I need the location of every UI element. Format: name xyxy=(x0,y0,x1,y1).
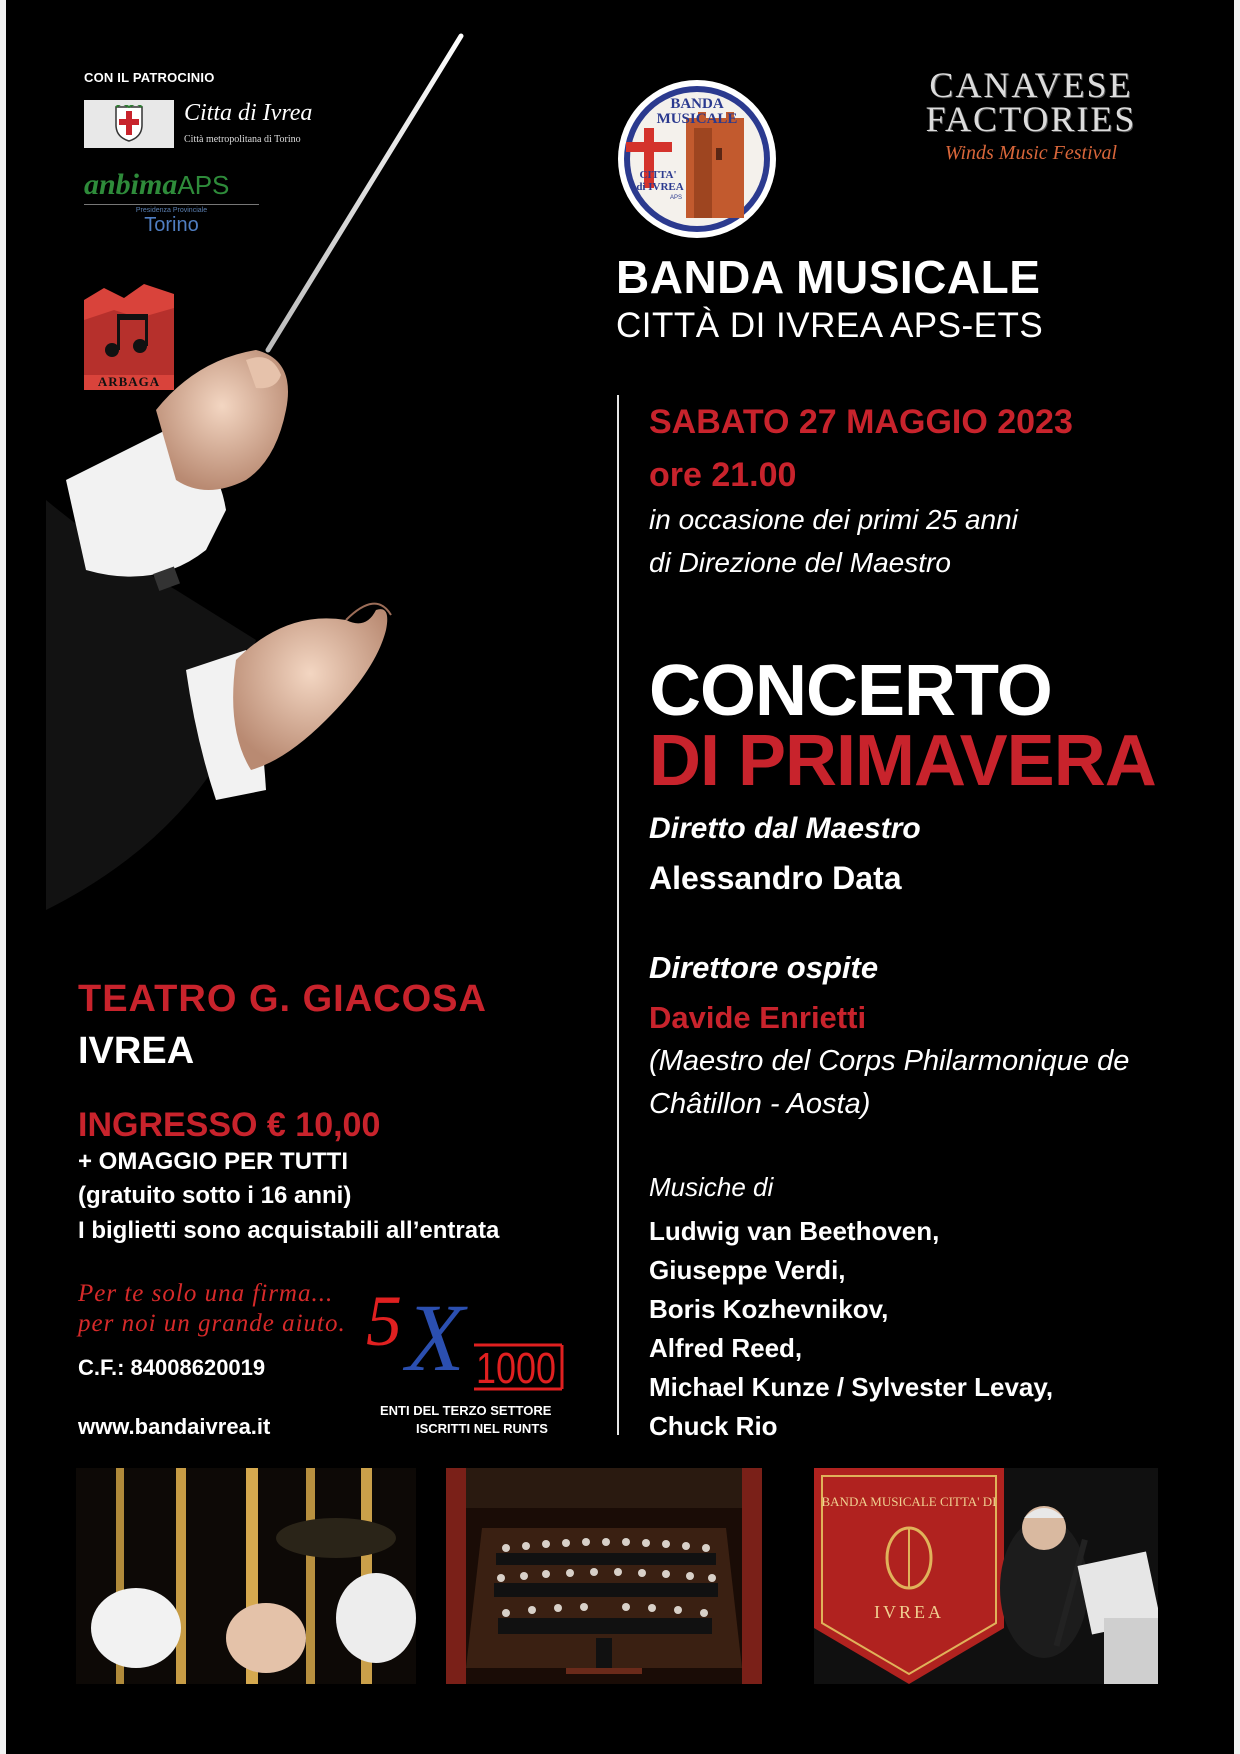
ticket-price: INGRESSO € 10,00 xyxy=(78,1106,381,1144)
website-link[interactable]: www.bandaivrea.it xyxy=(78,1414,271,1439)
composer-item: Ludwig van Beethoven, xyxy=(649,1216,940,1246)
canavese-tagline: Winds Music Festival xyxy=(944,142,1118,164)
five-per-thousand-logo xyxy=(366,1285,566,1395)
event-time: ore 21.00 xyxy=(649,456,797,494)
anbima-suffix: APS xyxy=(177,170,230,200)
composers-list xyxy=(649,1212,1053,1446)
ivrea-logo-subtitle: Città metropolitana di Torino xyxy=(184,134,301,145)
banda-logo-top-line1: BANDA xyxy=(670,96,724,112)
banda-logo-city-line1: CITTA' xyxy=(639,169,677,181)
conductor-hands-image xyxy=(46,30,606,930)
ticket-gift: + OMAGGIO PER TUTTI xyxy=(78,1148,349,1175)
arbaga-name: ARBAGA xyxy=(97,374,161,389)
music-by-label: Musiche di xyxy=(649,1172,774,1202)
concert-poster xyxy=(6,0,1234,1754)
banda-logo-top-line2: MUSICALE xyxy=(656,111,738,127)
guest-conductor-note-line2: Châtillon - Aosta) xyxy=(649,1088,871,1120)
banda-logo-aps: APS xyxy=(669,195,683,201)
column-divider xyxy=(617,395,619,1435)
composer-item: Boris Kozhevnikov, xyxy=(649,1294,889,1324)
patronage-label: CON IL PATROCINIO xyxy=(84,70,215,85)
guest-conductor-name: Davide Enrietti xyxy=(649,1000,867,1035)
composer-item: Giuseppe Verdi, xyxy=(649,1255,846,1285)
event-date: SABATO 27 MAGGIO 2023 xyxy=(649,403,1073,441)
banner-text-line1: BANDA MUSICALE CITTA' DI xyxy=(821,1494,997,1509)
five-per-thousand-number: 1000 xyxy=(476,1344,556,1393)
ticket-free-note: (gratuito sotto i 16 anni) xyxy=(78,1182,352,1209)
runts-line1: ENTI DEL TERZO SETTORE xyxy=(380,1403,552,1418)
canavese-factories-logo xyxy=(911,65,1151,165)
anbima-name: anbima xyxy=(84,168,178,201)
canavese-line2: FACTORIES xyxy=(925,99,1137,139)
conductor-label: Diretto dal Maestro xyxy=(649,812,921,845)
organization-subtitle: CITTÀ DI IVREA APS-ETS xyxy=(616,306,1044,345)
banner-text-line2: IVREA xyxy=(874,1602,944,1622)
event-title-line1: CONCERTO xyxy=(649,651,1052,731)
guest-conductor-note-line1: (Maestro del Corps Philarmonique de xyxy=(649,1045,1130,1077)
event-title-line2: DI PRIMAVERA xyxy=(649,721,1156,801)
composer-item: Michael Kunze / Sylvester Levay, xyxy=(649,1372,1054,1402)
ticket-purchase-note: I biglietti sono acquistabili all’entrata xyxy=(78,1217,500,1244)
five-per-thousand-five: 5 xyxy=(366,1285,402,1361)
banner-and-clarinetist-photo xyxy=(814,1468,1158,1684)
band-on-stage-photo xyxy=(446,1468,762,1684)
baton-icon xyxy=(268,36,461,350)
canavese-line1: CANAVESE xyxy=(929,65,1133,105)
banda-musicale-logo xyxy=(616,78,778,240)
donation-slogan-line2: per noi un grande aiuto. xyxy=(78,1310,346,1337)
venue-name: TEATRO G. GIACOSA xyxy=(78,978,487,1020)
tax-code: C.F.: 84008620019 xyxy=(78,1355,266,1380)
ivrea-logo-name: Citta di Ivrea xyxy=(184,100,313,126)
venue-city: IVREA xyxy=(78,1030,195,1072)
event-occasion-line1: in occasione dei primi 25 anni xyxy=(649,504,1018,535)
runts-line2: ISCRITTI NEL RUNTS xyxy=(416,1421,548,1436)
composer-item: Alfred Reed, xyxy=(649,1333,803,1363)
anbima-city: Torino xyxy=(144,214,199,236)
event-occasion-line2: di Direzione del Maestro xyxy=(649,547,951,578)
brass-players-photo xyxy=(76,1468,416,1684)
guest-conductor-label: Direttore ospite xyxy=(649,950,879,985)
organization-title: BANDA MUSICALE xyxy=(616,251,1041,303)
banda-logo-city-line2: di IVREA xyxy=(636,181,684,193)
five-per-thousand-x: X xyxy=(406,1285,465,1391)
conductor-name: Alessandro Data xyxy=(649,860,902,896)
anbima-presidency: Presidenza Provinciale xyxy=(135,207,208,214)
composer-item: Chuck Rio xyxy=(649,1411,778,1441)
donation-slogan-line1: Per te solo una firma... xyxy=(78,1280,334,1307)
